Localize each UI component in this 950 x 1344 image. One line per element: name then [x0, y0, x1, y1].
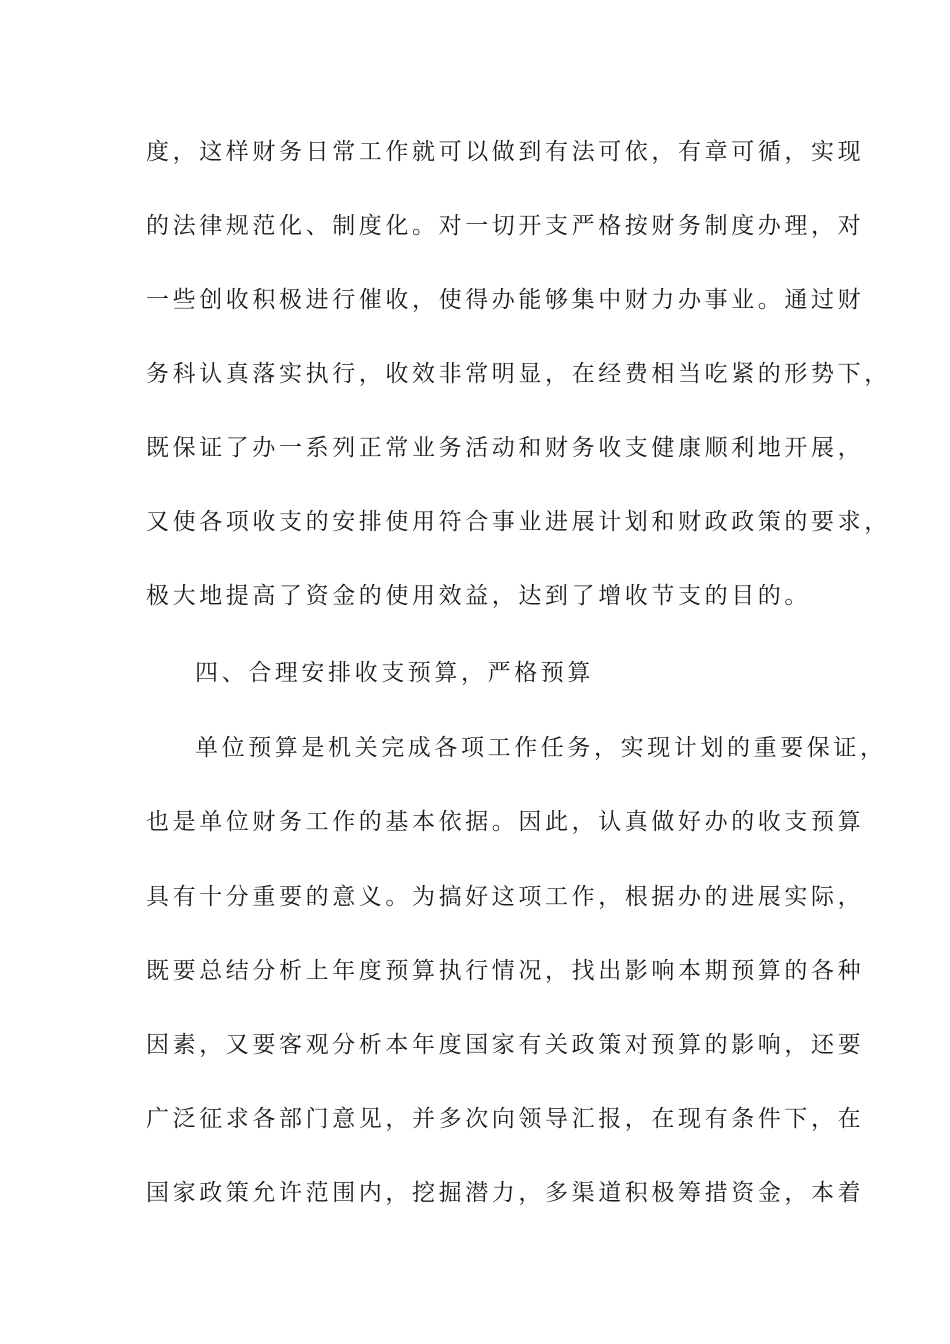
body-text-line: 务科认真落实执行，收效非常明显，在经费相当吃紧的形势下， — [146, 361, 891, 387]
body-text-line: 度，这样财务日常工作就可以做到有法可依，有章可循，实现 — [146, 139, 865, 165]
body-text-line: 一些创收积极进行催收，使得办能够集中财力办事业。通过财 — [146, 287, 865, 313]
body-text-line: 因素，又要客观分析本年度国家有关政策对预算的影响，还要 — [146, 1032, 865, 1058]
paragraph-first-line: 单位预算是机关完成各项工作任务，实现计划的重要保证， — [195, 735, 887, 761]
body-text-line: 又使各项收支的安排使用符合事业进展计划和财政政策的要求， — [146, 509, 891, 535]
section-heading: 四、合理安排收支预算，严格预算 — [195, 660, 594, 686]
body-text-line: 极大地提高了资金的使用效益，达到了增收节支的目的。 — [146, 583, 811, 609]
body-text-line: 既要总结分析上年度预算执行情况，找出影响本期预算的各种 — [146, 958, 865, 984]
body-text-line: 广泛征求各部门意见，并多次向领导汇报，在现有条件下，在 — [146, 1106, 865, 1132]
body-text-line: 既保证了办一系列正常业务活动和财务收支健康顺利地开展， — [146, 435, 865, 461]
body-text-line: 具有十分重要的意义。为搞好这项工作，根据办的进展实际， — [146, 884, 865, 910]
body-text-line: 也是单位财务工作的基本依据。因此，认真做好办的收支预算 — [146, 809, 865, 835]
body-text-line: 的法律规范化、制度化。对一切开支严格按财务制度办理，对 — [146, 213, 865, 239]
body-text-line: 国家政策允许范围内，挖掘潜力，多渠道积极筹措资金，本着 — [146, 1180, 865, 1206]
